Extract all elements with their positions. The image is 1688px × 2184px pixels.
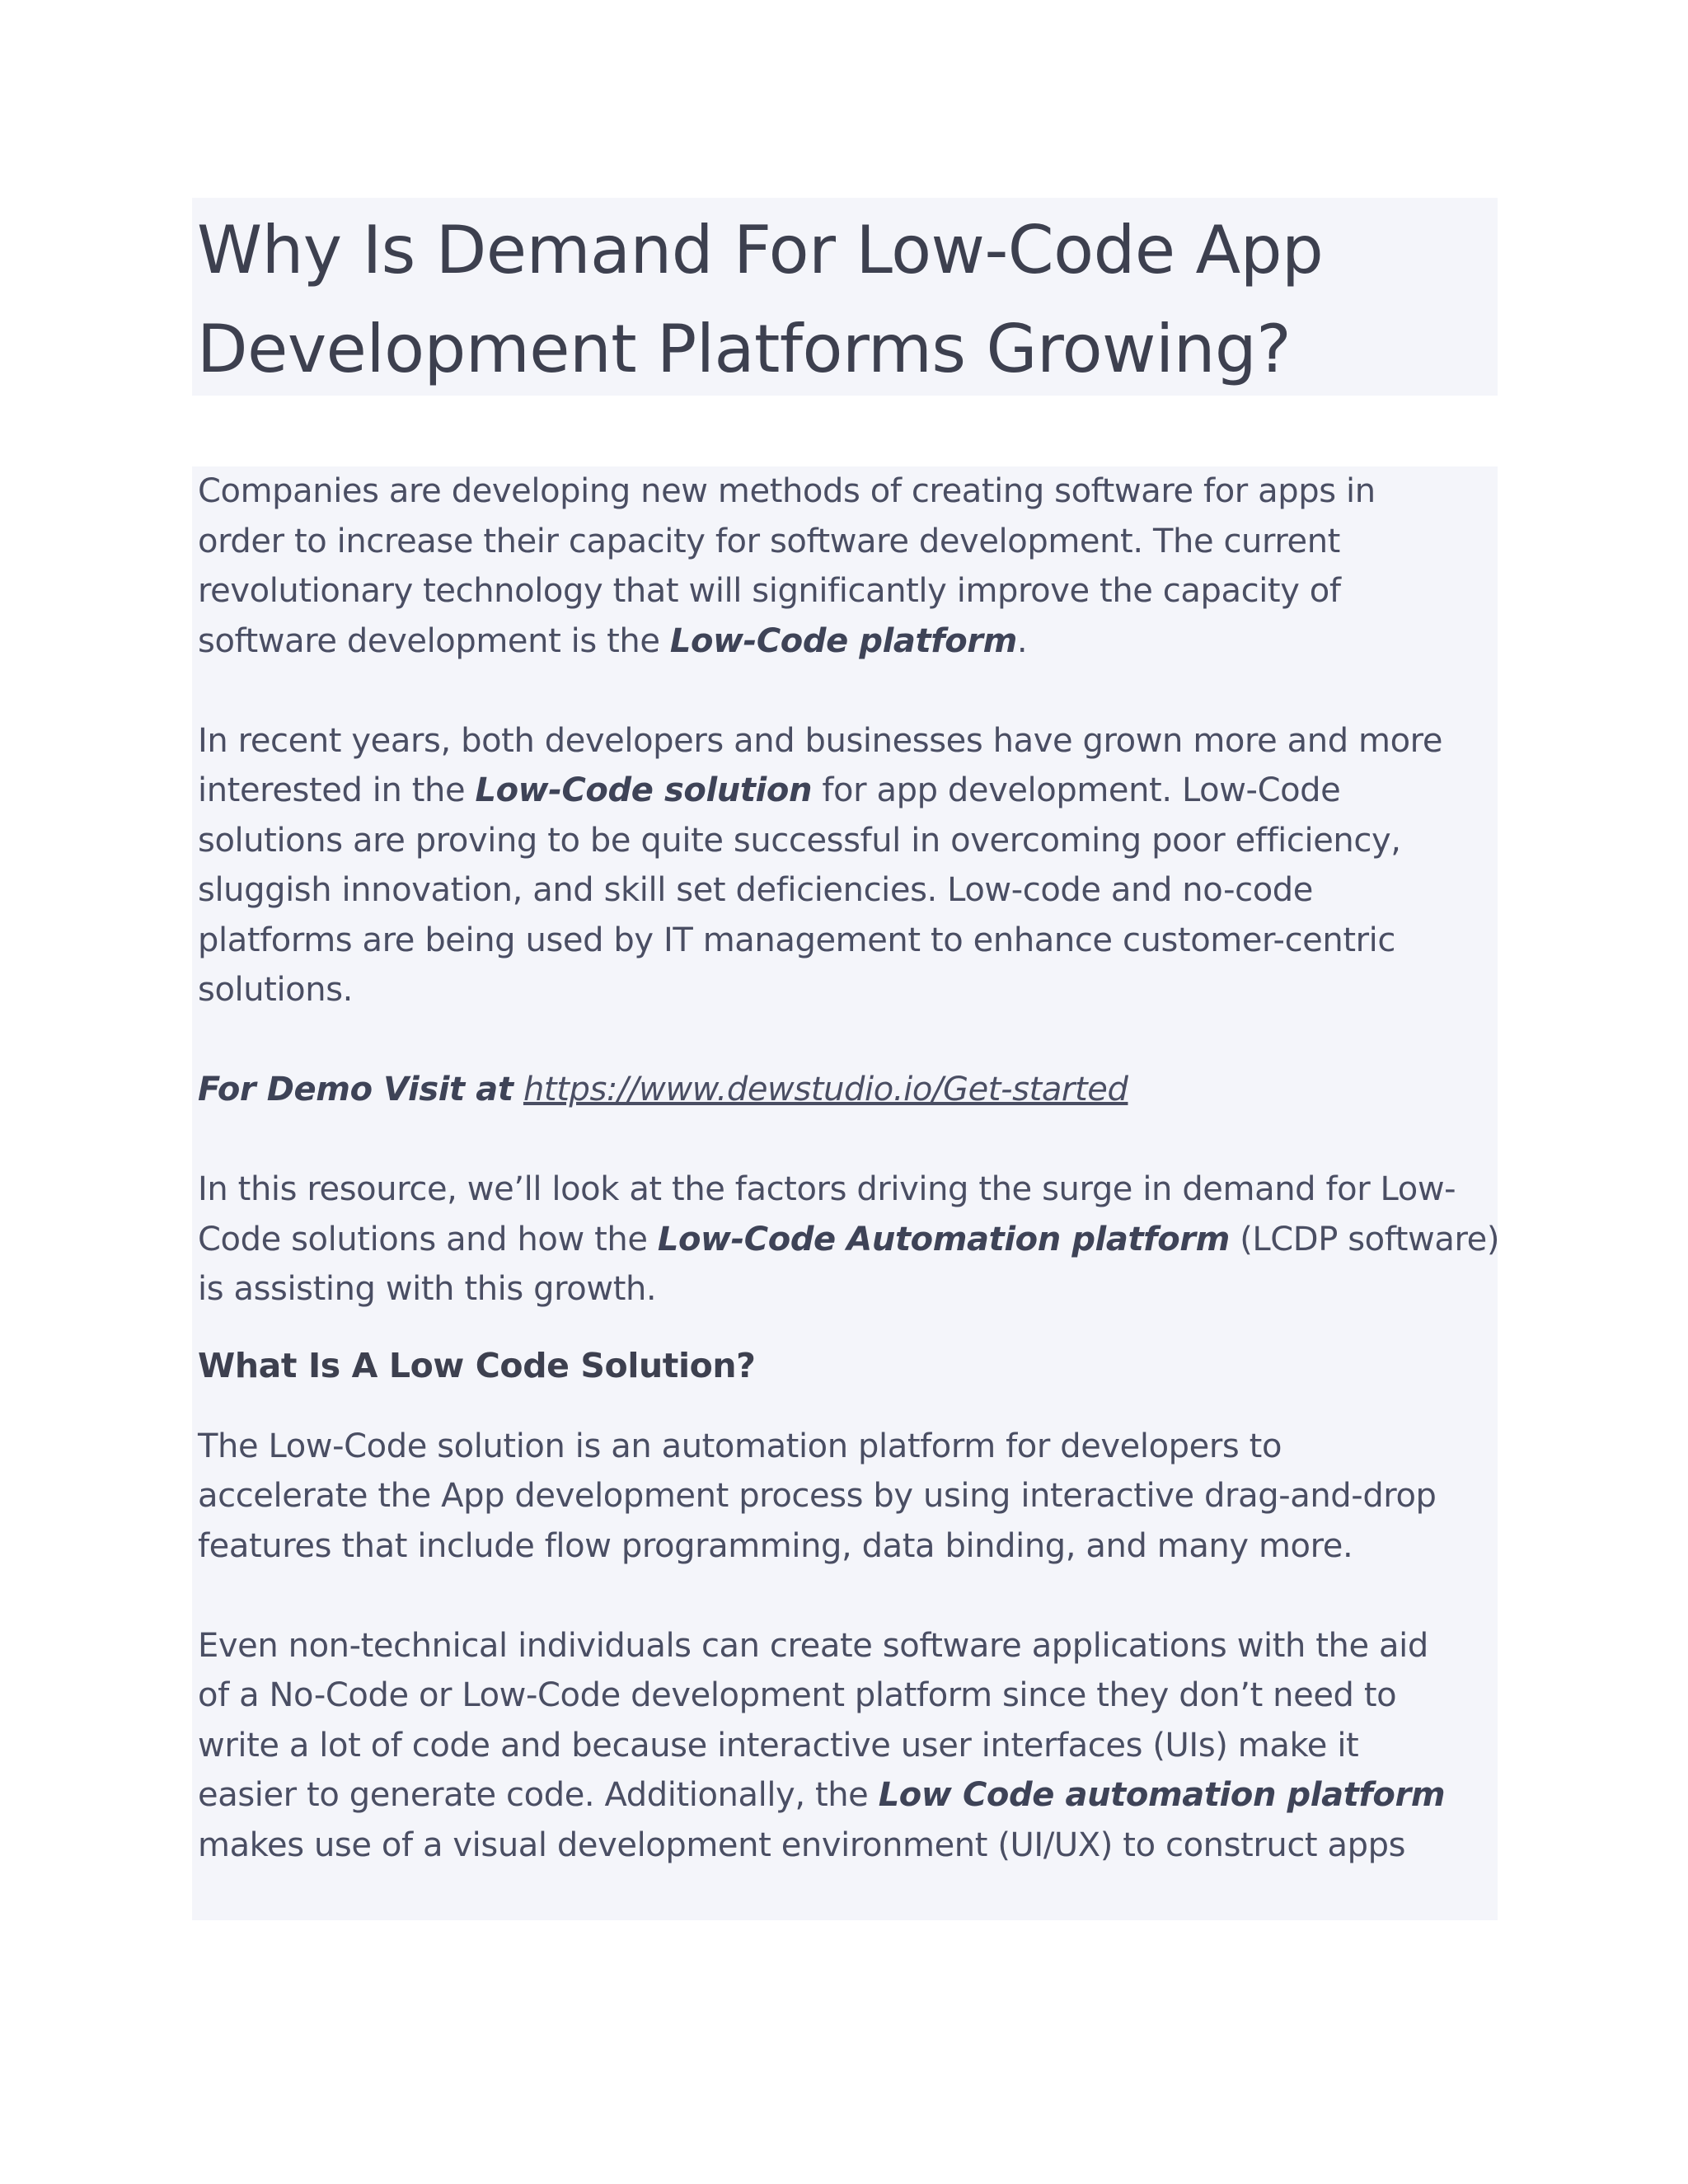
text-run: software development is the xyxy=(198,621,670,660)
text-line xyxy=(198,766,1502,816)
text-line xyxy=(198,1215,1502,1265)
text-run: Code solutions and how the xyxy=(198,1220,658,1258)
demo-link[interactable]: https://www.dewstudio.io/Get-started xyxy=(523,1071,1128,1108)
text-line: solutions. xyxy=(198,971,353,1009)
paragraph-gap xyxy=(198,1015,1502,1066)
demo-line xyxy=(198,1065,1502,1115)
paragraph-non-technical xyxy=(198,1621,1502,1871)
paragraph-gap xyxy=(198,1571,1502,1621)
article-content xyxy=(198,466,1502,1870)
text-line: Even non-technical individuals can create software applications with the aid xyxy=(198,1626,1428,1665)
paragraph-intro xyxy=(198,466,1502,666)
text-run: easier to generate code. Additionally, the xyxy=(198,1776,879,1814)
text-line: platforms are being used by IT management to enhance customer-centric xyxy=(198,921,1395,959)
text-line: of a No-Code or Low-Code development platform since they don’t need to xyxy=(198,1676,1397,1714)
text-run: (LCDP software) xyxy=(1229,1220,1500,1258)
text-line: features that include flow programming, data binding, and many more. xyxy=(198,1526,1353,1565)
text-line: order to increase their capacity for software development. The current xyxy=(198,522,1340,560)
text-line: Companies are developing new methods of creating software for apps in xyxy=(198,472,1376,510)
text-run: for app development. Low-Code xyxy=(812,771,1341,809)
title-line-2: Development Platforms Growing? xyxy=(197,311,1292,387)
text-run: . xyxy=(1016,621,1028,660)
text-line: revolutionary technology that will significantly improve the capacity of xyxy=(198,572,1341,610)
paragraph-resource xyxy=(198,1165,1502,1315)
emphasis-low-code-automation-platform-2: Low Code automation platform xyxy=(878,1776,1446,1814)
paragraph-gap xyxy=(198,1115,1502,1165)
emphasis-low-code-platform: Low-Code platform xyxy=(669,621,1017,660)
text-line xyxy=(198,1770,1502,1821)
text-line: makes use of a visual development environment (UI/UX) to construct apps xyxy=(198,1825,1406,1864)
paragraph-recent-years xyxy=(198,716,1502,1015)
text-line: write a lot of code and because interactive user interfaces (UIs) make it xyxy=(198,1726,1359,1765)
paragraph-gap xyxy=(198,666,1502,716)
emphasis-low-code-automation-platform: Low-Code Automation platform xyxy=(657,1220,1230,1258)
page-title xyxy=(197,201,1323,399)
text-line: accelerate the App development process by using interactive drag-and-drop xyxy=(198,1477,1437,1515)
title-line-1: Why Is Demand For Low-Code App xyxy=(197,212,1324,288)
demo-label: For Demo Visit at xyxy=(198,1071,513,1108)
text-line: is assisting with this growth. xyxy=(198,1270,657,1308)
text-line: In recent years, both developers and businesses have grown more and more xyxy=(198,721,1443,760)
text-line: The Low-Code solution is an automation platform for developers to xyxy=(198,1427,1282,1465)
paragraph-definition xyxy=(198,1422,1502,1572)
text-line: In this resource, we’ll look at the factors driving the surge in demand for Low- xyxy=(198,1170,1456,1208)
emphasis-low-code-solution: Low-Code solution xyxy=(475,771,813,809)
text-line xyxy=(198,616,1502,667)
text-line: solutions are proving to be quite successful in overcoming poor efficiency, xyxy=(198,821,1401,860)
article-body xyxy=(192,466,1498,1920)
text-run: interested in the xyxy=(198,771,476,809)
title-block xyxy=(192,198,1498,396)
section-heading: What Is A Low Code Solution? xyxy=(198,1345,756,1385)
text-line: sluggish innovation, and skill set deficiencies. Low-code and no-code xyxy=(198,871,1313,909)
text-line xyxy=(198,1065,1502,1115)
